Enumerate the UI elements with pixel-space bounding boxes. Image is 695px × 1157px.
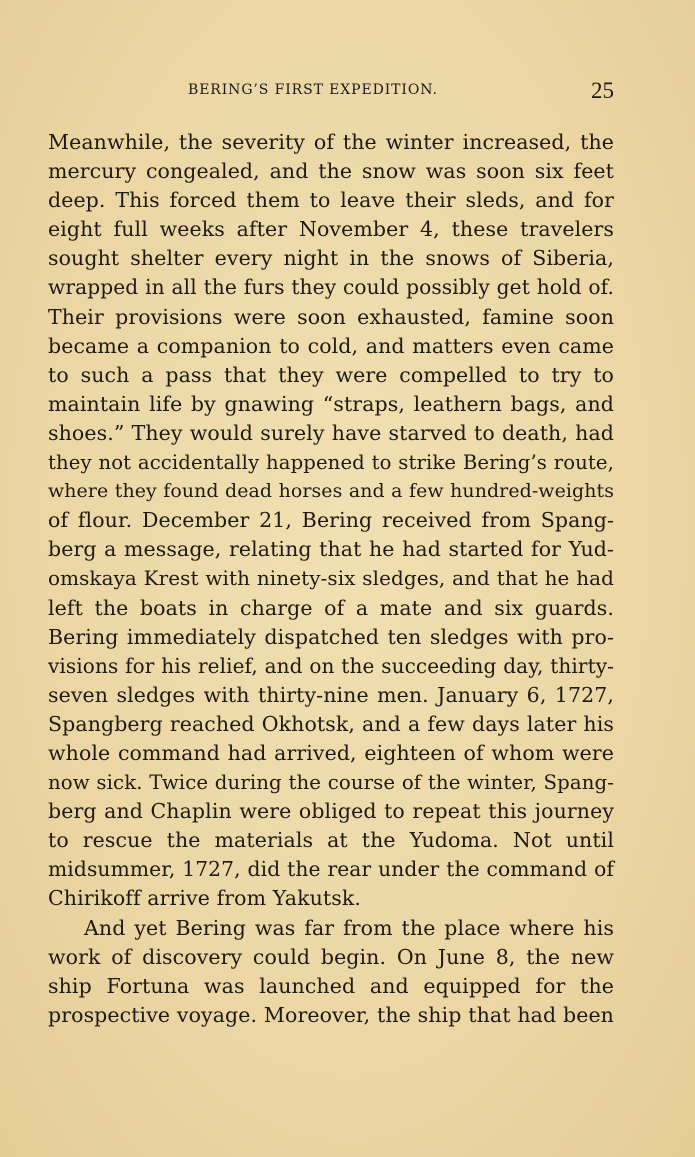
text-line: of flour. December 21, Bering received from Spang- [48, 508, 614, 533]
text-line: wrapped in all the furs they could possibly get hold of. [48, 275, 614, 300]
text-line: now sick. Twice during the course of the winter, Spang- [48, 771, 614, 795]
text-line: berg a message, relating that he had started for Yud- [48, 537, 614, 562]
running-header [48, 80, 614, 104]
text-line: Bering immediately dispatched ten sledges with pro- [48, 624, 614, 649]
text-line: prospective voyage. Moreover, the ship that had been [48, 1002, 614, 1027]
text-line: ship Fortuna was launched and equipped for the [48, 973, 614, 998]
running-head-title: BERING’S FIRST EXPEDITION. [188, 82, 438, 98]
text-line: mercury congealed, and the snow was soon six feet [48, 159, 614, 184]
text-line: work of discovery could begin. On June 8, the new [48, 944, 614, 969]
page-number: 25 [591, 78, 614, 103]
text-line: to rescue the materials at the Yudoma. Not until [48, 828, 614, 853]
text-line: maintain life by gnawing “straps, leathern bags, and [48, 391, 614, 416]
text-line: whole command had arrived, eighteen of whom were [48, 740, 614, 765]
text-line: midsummer, 1727, did the rear under the command of [48, 857, 614, 882]
paragraph-start-line: And yet Bering was far from the place where his [84, 915, 614, 940]
text-line: shoes.” They would surely have starved to death, had [48, 420, 614, 445]
paragraph-end-line: Chirikoff arrive from Yakutsk. [48, 886, 362, 911]
text-line: eight full weeks after November 4, these travelers [48, 217, 614, 242]
text-line: deep. This forced them to leave their sleds, and for [48, 188, 614, 213]
text-line: they not accidentally happened to strike Bering’s route, [48, 451, 614, 475]
text-line: sought shelter every night in the snows of Siberia, [48, 246, 614, 271]
text-line: Their provisions were soon exhausted, famine soon [48, 304, 614, 329]
text-line: became a companion to cold, and matters even came [48, 333, 614, 358]
text-line: berg and Chaplin were obliged to repeat this journey [48, 799, 614, 824]
text-line: left the boats in charge of a mate and six guards. [48, 595, 614, 620]
text-line: Meanwhile, the severity of the winter increased, the [48, 130, 614, 154]
text-line: where they found dead horses and a few hundred-weights [48, 480, 614, 503]
text-line: to such a pass that they were compelled to try to [48, 362, 614, 387]
text-line: seven sledges with thirty-nine men. January 6, 1727, [48, 682, 614, 707]
text-line: Spangberg reached Okhotsk, and a few days later his [48, 711, 614, 736]
body-text [48, 128, 614, 1030]
text-line: visions for his relief, and on the succeeding day, thirty- [48, 653, 614, 678]
text-line: omskaya Krest with ninety-six sledges, and that he had [48, 567, 614, 591]
